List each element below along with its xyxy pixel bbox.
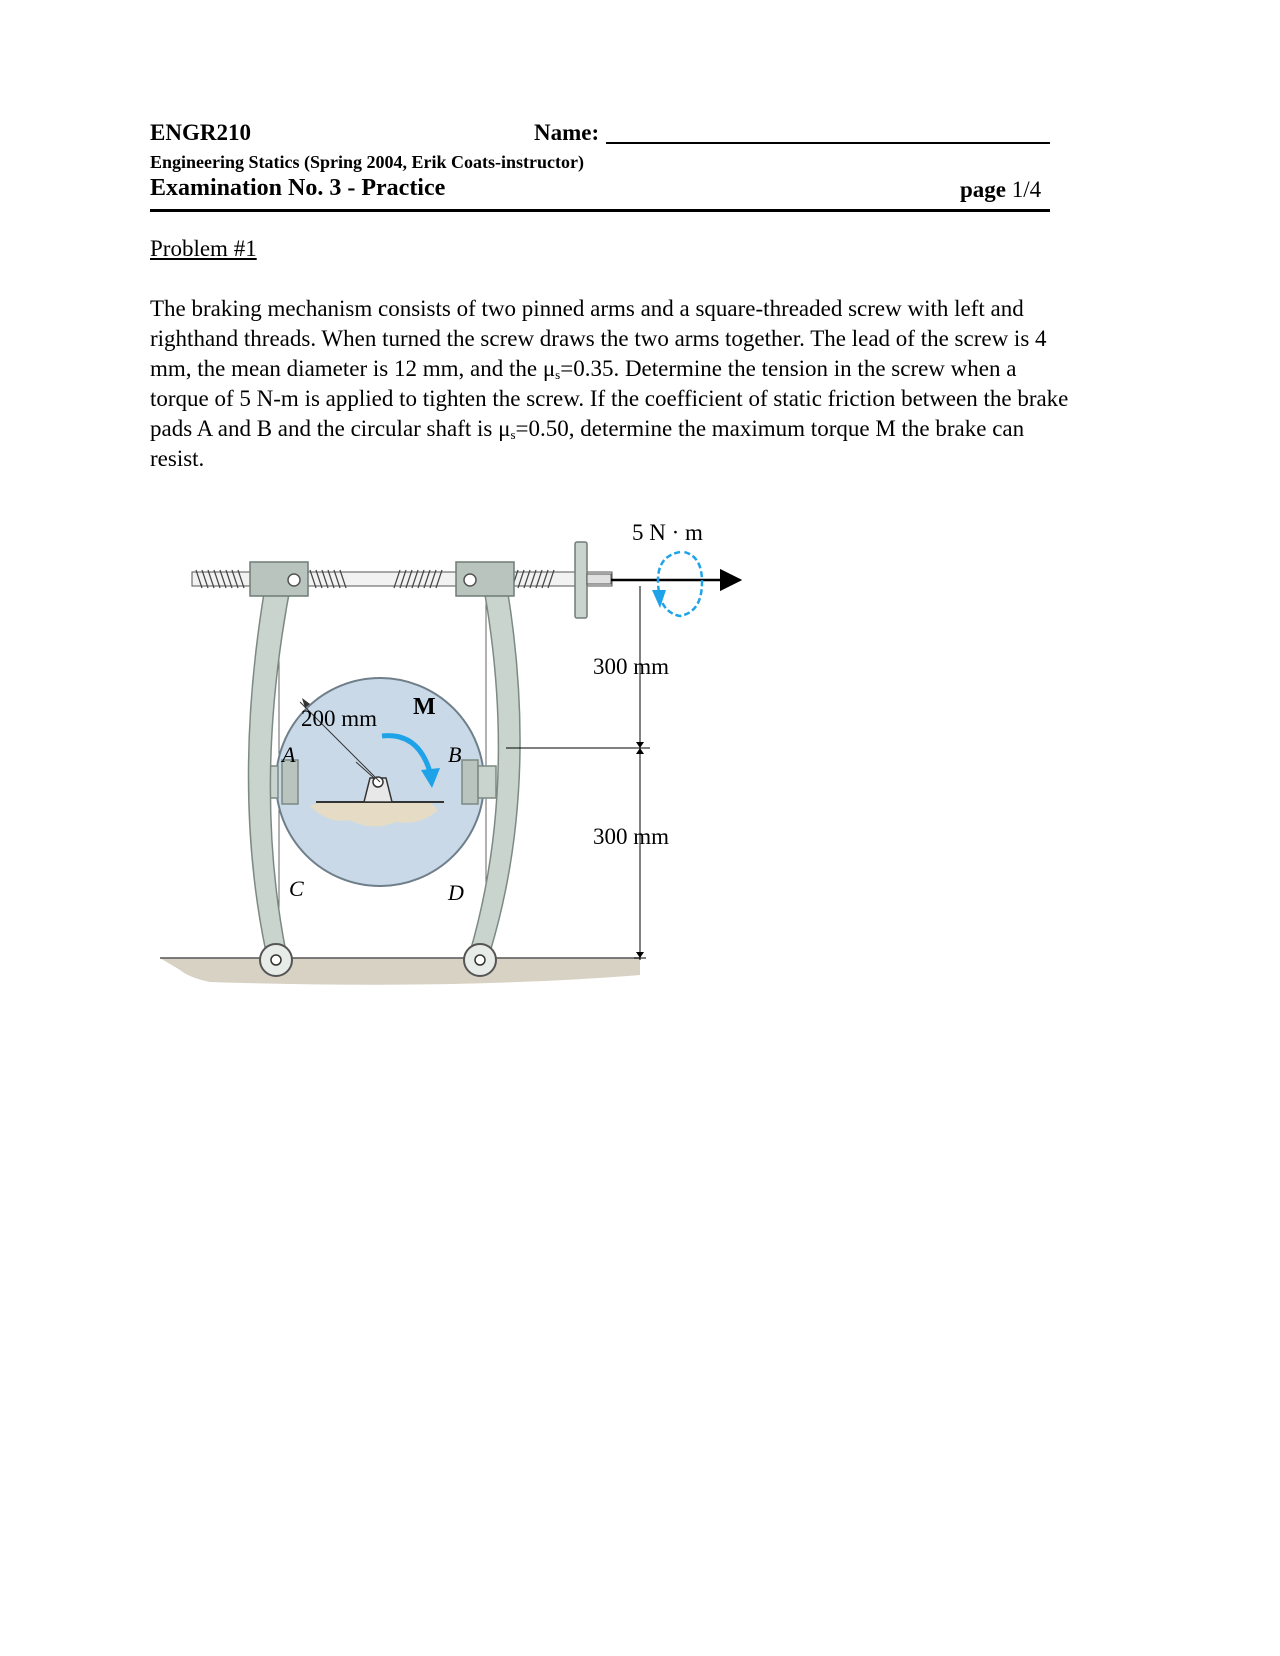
subscript: s xyxy=(555,367,561,382)
screw-handle xyxy=(575,542,587,618)
page-number xyxy=(960,177,1041,203)
problem-line: righthand threads. When turned the screw draws the two arms together. The lead of the screw is 4 xyxy=(150,326,1047,351)
name-label: Name: xyxy=(534,120,600,145)
subscript: s xyxy=(510,427,516,442)
torque-rotation-icon xyxy=(658,552,702,616)
dim-upper-label: 300 mm xyxy=(593,654,670,679)
problem-line: resist. xyxy=(150,446,205,471)
problem-line: The braking mechanism consists of two pinned arms and a square-threaded screw with left and xyxy=(150,296,1024,321)
problem-line: mm, the mean diameter is 12 mm, and the $\mu_s=0.35$. Determine the tension in the screw when a xyxy=(150,356,1017,382)
screw-end xyxy=(587,574,611,584)
problem-line: torque of 5 N-m is applied to tighten the screw. If the coefficient of static friction between the brake xyxy=(150,386,1069,411)
dim-arrow-icon xyxy=(636,748,644,754)
pin-c-hole-icon xyxy=(271,955,281,965)
exam-title: Examination No. 3 - Practice xyxy=(150,175,446,201)
torque-label: 5 N · m xyxy=(632,520,703,545)
dim-arrow-icon xyxy=(636,952,644,958)
ground xyxy=(160,958,640,985)
problem-heading: Problem #1 xyxy=(150,236,257,261)
name-blank-line xyxy=(606,142,1050,144)
page-label: page xyxy=(960,177,1006,202)
page-count: 1/4 xyxy=(1011,177,1042,202)
point-c-label: C xyxy=(289,876,304,901)
dimension-lines xyxy=(506,586,650,960)
point-b-label: B xyxy=(448,742,462,767)
point-a-label: A xyxy=(282,742,296,767)
brake-shoe-b xyxy=(462,760,478,804)
problem-line: pads A and B and the circular shaft is $\mu_s=0.50$, determine the maximum torque M the brake can xyxy=(150,416,1025,442)
pin-d-hole-icon xyxy=(475,955,485,965)
dim-lower-label: 300 mm xyxy=(593,824,670,849)
course-code: ENGR210 xyxy=(150,120,251,145)
dim-arrow-icon xyxy=(636,742,644,748)
brake-pad-b xyxy=(478,766,496,798)
radius-label: 200 mm xyxy=(301,706,378,731)
brake-mechanism-figure xyxy=(150,520,790,1000)
point-d-label: D xyxy=(448,880,464,905)
right-block-pin-icon xyxy=(464,574,476,586)
course-title: Engineering Statics (Spring 2004, Erik Coats-instructor) xyxy=(150,152,584,172)
moment-label: M xyxy=(413,694,436,720)
problem-statement xyxy=(150,294,1210,474)
header-rule xyxy=(150,209,1050,212)
left-block-pin-icon xyxy=(288,574,300,586)
